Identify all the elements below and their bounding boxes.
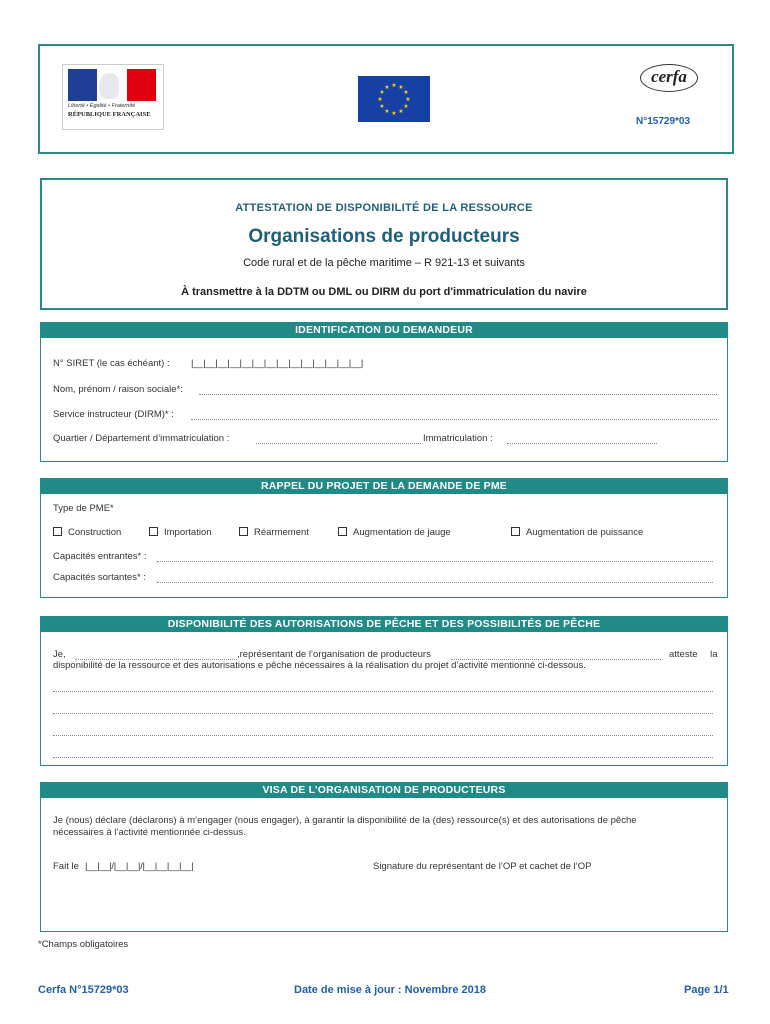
- quarter-field[interactable]: [256, 443, 421, 444]
- form-number: N°15729*03: [636, 116, 691, 127]
- instruction: À transmettre à la DDTM ou DML ou DIRM du port d'immatriculation du navire: [181, 286, 587, 298]
- section-heading: IDENTIFICATION DU DEMANDEUR: [41, 323, 727, 338]
- section-heading: VISA DE L’ORGANISATION DE PRODUCTEURS: [41, 783, 727, 798]
- flag-icon: [68, 69, 156, 101]
- cerfa-logo-text: cerfa: [651, 67, 687, 86]
- section-heading: RAPPEL DU PROJET DE LA DEMANDE DE PME: [41, 479, 727, 494]
- section-heading: DISPONIBILITÉ DES AUTORISATIONS DE PÊCHE ET DES POSSIBILITÉS DE PÊCHE: [41, 617, 727, 632]
- quarter-label: Quartier / Département d’immatriculation :: [53, 433, 230, 444]
- signature-label: Signature du représentant de l’OP et cachet de l’OP: [373, 861, 592, 872]
- checkbox-construction[interactable]: [53, 527, 62, 536]
- date-input[interactable]: |__|__|/|__|__|/|__|__|__|__|: [85, 861, 194, 872]
- option-label: Importation: [164, 527, 212, 538]
- section-visa: [40, 782, 728, 932]
- svg-text:★: ★: [377, 96, 383, 103]
- rf-motto: Liberté • Égalité • Fraternité: [68, 103, 136, 109]
- svg-text:★: ★: [384, 84, 390, 91]
- legal-reference: Code rural et de la pêche maritime – R 921-13 et suivants: [243, 257, 525, 269]
- checkbox-importation[interactable]: [149, 527, 158, 536]
- project-line-4[interactable]: [53, 757, 713, 758]
- svg-text:★: ★: [391, 110, 397, 117]
- option-label: Construction: [68, 527, 122, 538]
- header-box: [38, 44, 734, 154]
- rf-name: RÉPUBLIQUE FRANÇAISE: [68, 111, 151, 118]
- cerfa-logo: [640, 64, 698, 92]
- footer-page: Page 1/1: [684, 984, 729, 996]
- option-label: Augmentation de puissance: [526, 527, 644, 538]
- atteste-label: atteste la: [669, 649, 718, 660]
- service-field[interactable]: [191, 419, 717, 420]
- checkbox-augmentation-jauge[interactable]: [338, 527, 347, 536]
- republique-francaise-logo: [62, 64, 164, 130]
- svg-text:★: ★: [391, 82, 397, 89]
- name-label: Nom, prénom / raison sociale*:: [53, 384, 183, 395]
- option-label: Augmentation de jauge: [353, 527, 451, 538]
- section-identification: [40, 322, 728, 462]
- option-augmentation-puissance[interactable]: [511, 527, 643, 538]
- svg-text:★: ★: [379, 103, 385, 110]
- overtitle: ATTESTATION DE DISPONIBILITÉ DE LA RESSOURCE: [235, 202, 533, 214]
- option-augmentation-jauge[interactable]: [338, 527, 451, 538]
- section-projet-pme: [40, 478, 728, 598]
- checkbox-augmentation-puissance[interactable]: [511, 527, 520, 536]
- checkbox-rearmement[interactable]: [239, 527, 248, 536]
- project-line-1[interactable]: [53, 691, 713, 692]
- svg-text:★: ★: [398, 108, 404, 115]
- capacites-sortantes-label: Capacités sortantes* :: [53, 572, 146, 583]
- service-label: Service instructeur (DIRM)* :: [53, 409, 174, 420]
- mandatory-note: *Champs obligatoires: [38, 939, 129, 950]
- siret-input[interactable]: |__|__|__|__|__|__|__|__|__|__|__|__|__|__|: [191, 358, 364, 369]
- siret-label: N° SIRET (le cas échéant) :: [53, 358, 170, 369]
- option-label: Réarmement: [254, 527, 309, 538]
- immatriculation-field[interactable]: [507, 443, 657, 444]
- svg-text:★: ★: [405, 96, 411, 103]
- declaration-line-2: nécessaires à l’activité mentionnée ci-dessus.: [53, 827, 246, 838]
- capacites-entrantes-field[interactable]: [157, 561, 713, 562]
- svg-text:★: ★: [403, 103, 409, 110]
- disponibilite-text: disponibilité de la ressource et des autorisations e pêche nécessaires à la réalisation du projet d’activité mentionné ci-dessous.: [53, 660, 586, 671]
- je-label: Je,: [53, 649, 66, 660]
- svg-text:★: ★: [384, 108, 390, 115]
- page-title: Organisations de producteurs: [248, 226, 520, 247]
- option-rearmement[interactable]: [239, 527, 309, 538]
- footer-cerfa: Cerfa N°15729*03: [38, 984, 129, 996]
- representant-label: ,représentant de l’organisation de producteurs: [237, 649, 431, 660]
- eu-flag-icon: [358, 76, 430, 122]
- name-field[interactable]: [199, 394, 717, 395]
- fait-le-label: Fait le: [53, 861, 79, 872]
- project-line-3[interactable]: [53, 735, 713, 736]
- capacites-sortantes-field[interactable]: [157, 582, 713, 583]
- footer-updated: Date de mise à jour : Novembre 2018: [294, 984, 486, 996]
- svg-text:★: ★: [403, 89, 409, 96]
- option-importation[interactable]: [149, 527, 212, 538]
- section-disponibilite: [40, 616, 728, 766]
- title-box: [40, 178, 728, 310]
- immatriculation-label: Immatriculation :: [423, 433, 493, 444]
- capacites-entrantes-label: Capacités entrantes* :: [53, 551, 147, 562]
- type-pme-label: Type de PME*: [53, 503, 114, 514]
- declaration-line-1: Je (nous) déclare (déclarons) à m’engager (nous engager), à garantir la disponibilité de la (des) ressource(s) et des autorisations de pêche: [53, 815, 637, 826]
- svg-text:★: ★: [398, 84, 404, 91]
- option-construction[interactable]: [53, 527, 121, 538]
- svg-text:★: ★: [379, 89, 385, 96]
- project-line-2[interactable]: [53, 713, 713, 714]
